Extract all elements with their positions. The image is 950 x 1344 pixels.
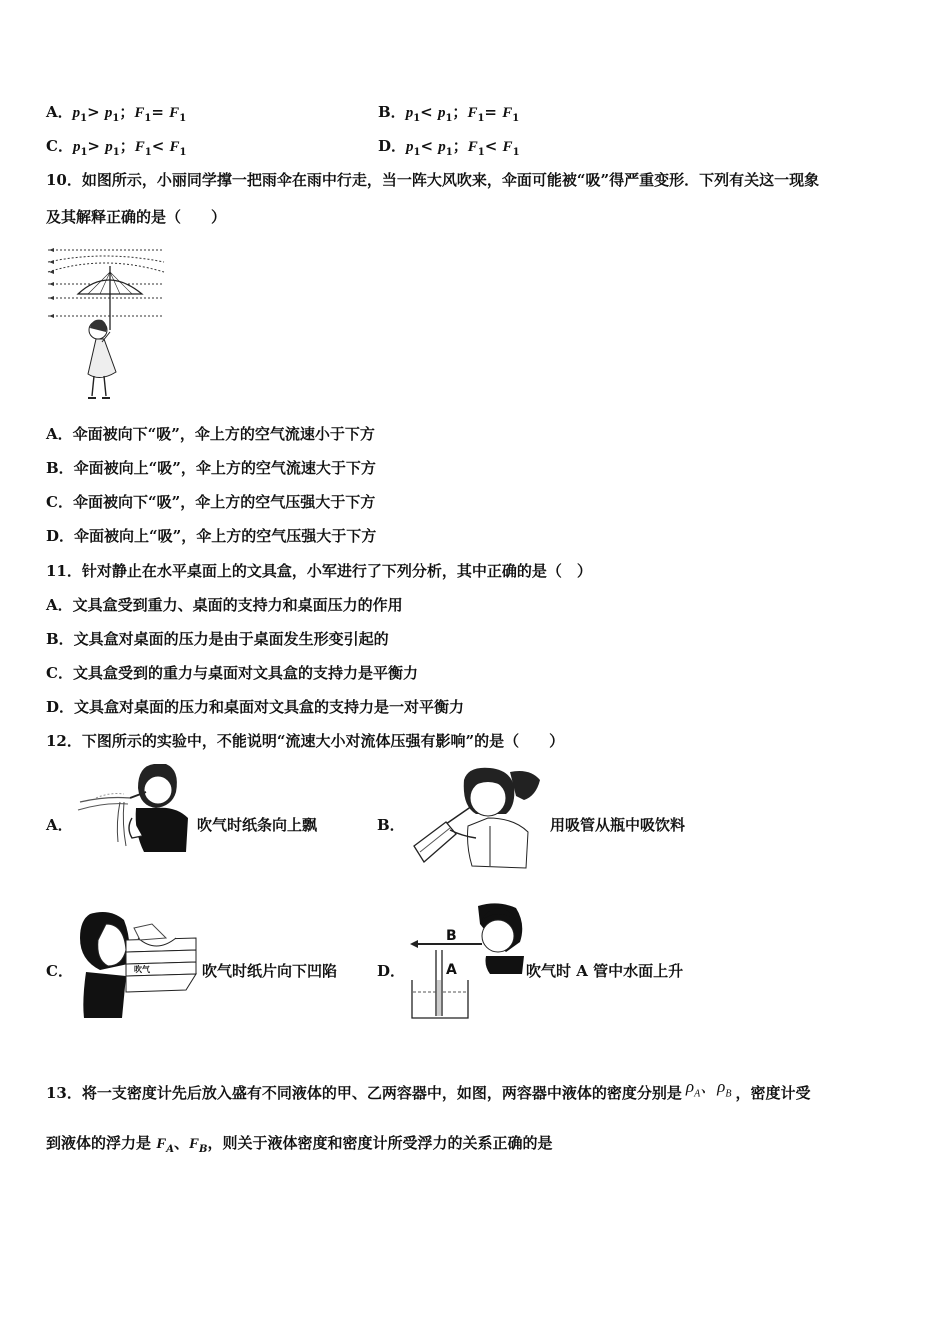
q9-option-c-text: $p_1> p_1$；$F_1< F_1$ <box>72 137 187 158</box>
q13-rho-symbols: $\rho_A$、$\rho_B$ <box>685 1077 732 1100</box>
drinking-straw-figure <box>406 766 546 878</box>
q12-stem: 12．下图所示的实验中，不能说明“流速大小对流体压强有影响”的是（ ） <box>46 732 565 750</box>
q9-option-a-text: $p_1> p_1$；$F_1= F_1$ <box>72 103 187 124</box>
q11-option-d: D．文具盒对桌面的压力和桌面对文具盒的支持力是一对平衡力 <box>46 698 465 716</box>
q9-option-b-letter: B． <box>378 103 406 121</box>
q12-d-label-a: A <box>446 962 457 978</box>
q9-option-c <box>46 136 186 163</box>
q12-option-c-caption: 吹气时纸片向下凹陷 <box>202 962 338 980</box>
q12-option-b-caption: 用吸管从瓶中吸饮料 <box>550 816 686 834</box>
q9-option-b-text: $p_1< p_1$；$F_1= F_1$ <box>405 103 520 124</box>
q11-option-a: A．文具盒受到重力、桌面的支持力和桌面压力的作用 <box>46 596 403 614</box>
q13-stem-line2: 到液体的浮力是 $F_A$、$F_B$，则关于液体密度和密度计所受浮力的关系正确的是 <box>46 1134 553 1155</box>
blowing-paper-card-figure <box>76 910 198 1022</box>
q10-option-d: D．伞面被向上“吸”，伞上方的空气压强大于下方 <box>46 527 377 545</box>
q13-stem-part2: ，密度计受 <box>735 1084 811 1102</box>
q12-d-label-b: B <box>446 928 457 944</box>
blowing-paper-strip-figure <box>76 762 192 872</box>
q11-option-c: C．文具盒受到的重力与桌面对文具盒的支持力是平衡力 <box>46 664 418 682</box>
q9-option-b <box>378 102 519 129</box>
q9-option-a <box>46 102 186 129</box>
q10-stem-line2: 及其解释正确的是（ ） <box>46 208 227 226</box>
q9-option-d-text: $p_1< p_1$；$F_1< F_1$ <box>406 137 520 158</box>
q10-option-a: A．伞面被向下“吸”，伞上方的空气流速小于下方 <box>46 425 375 443</box>
q11-option-b: B．文具盒对桌面的压力是由于桌面发生形变引起的 <box>46 630 389 648</box>
q12-option-a-caption: 吹气时纸条向上飘 <box>197 816 318 834</box>
q12-c-fig-label: 吹气 <box>134 965 150 974</box>
umbrella-girl-figure <box>44 244 168 408</box>
q13-stem-line1 <box>46 1077 811 1110</box>
q9-option-c-letter: C． <box>46 137 73 155</box>
q10-option-c: C．伞面被向下“吸”，伞上方的空气压强大于下方 <box>46 493 376 511</box>
q12-option-d-caption: 吹气时 A 管中水面上升 <box>526 962 684 980</box>
q9-option-a-letter: A． <box>46 103 73 121</box>
q9-option-d <box>378 136 520 163</box>
blowing-tube-figure <box>406 900 528 1022</box>
q12-option-d-letter: D． <box>377 962 406 980</box>
q11-stem: 11．针对静止在水平桌面上的文具盒，小军进行了下列分析，其中正确的是（ ） <box>46 562 592 580</box>
q9-option-d-letter: D． <box>378 137 407 155</box>
q12-option-a-letter: A． <box>46 816 73 834</box>
q12-option-b-letter: B． <box>377 816 405 834</box>
q12-option-c-letter: C． <box>46 962 73 980</box>
q13-stem-part1: 13．将一支密度计先后放入盛有不同液体的甲、乙两容器中，如图，两容器中液体的密度分别是 <box>46 1084 682 1102</box>
q10-option-b: B．伞面被向上“吸”，伞上方的空气流速大于下方 <box>46 459 376 477</box>
q10-stem-line1: 10．如图所示，小丽同学撑一把雨伞在雨中行走，当一阵大风吹来，伞面可能被“吸”得严重变形．下列有关这一现象 <box>46 171 820 189</box>
